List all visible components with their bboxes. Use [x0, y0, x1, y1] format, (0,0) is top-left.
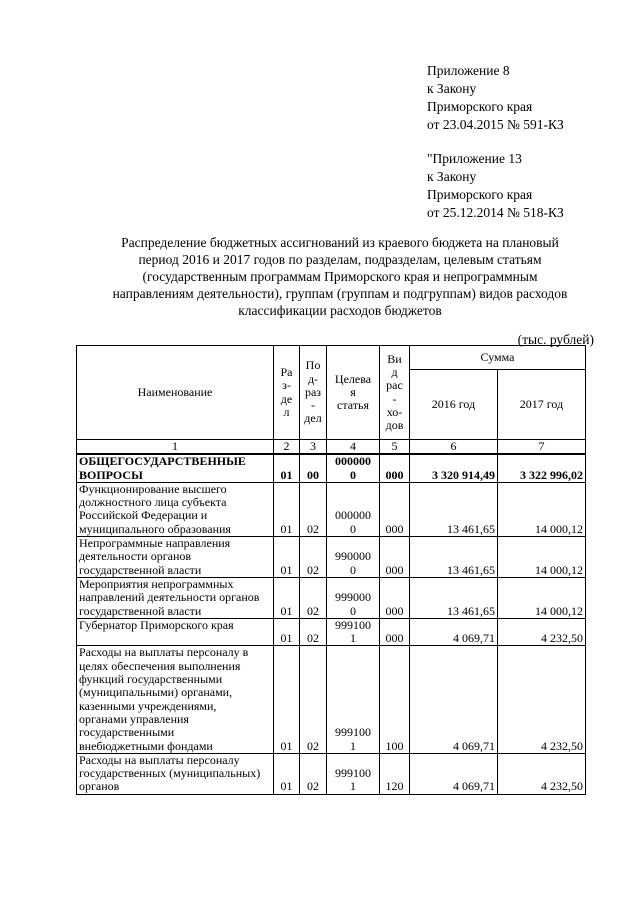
- row-section: 01: [274, 482, 300, 536]
- header-type: Ви д рас - хо- дов: [380, 346, 410, 440]
- row-subsection: 02: [300, 577, 327, 618]
- title-line: (государственным программам Приморского края и непрограммным: [142, 269, 538, 284]
- header-target: Целева я статья: [327, 346, 380, 440]
- row-name: Непрограммные направления деятельности органов государственной власти: [77, 537, 274, 578]
- row-2017: 4 232,50: [498, 618, 586, 646]
- row-section: 01: [274, 537, 300, 578]
- row-target: 000000 0: [327, 482, 380, 536]
- row-target: 999100 1: [327, 646, 380, 753]
- row-2016: 13 461,65: [410, 482, 498, 536]
- table-row: [77, 753, 586, 794]
- row-subsection: 02: [300, 753, 327, 794]
- header-2017: 2017 год: [498, 370, 586, 440]
- row-2017: 14 000,12: [498, 577, 586, 618]
- row-subsection: 02: [300, 618, 327, 646]
- row-section: 01: [274, 753, 300, 794]
- index-cell: 3: [300, 440, 327, 455]
- row-2016: 4 069,71: [410, 646, 498, 753]
- row-target: 999100 1: [327, 753, 380, 794]
- index-cell: 2: [274, 440, 300, 455]
- row-2016: 3 320 914,49: [410, 454, 498, 482]
- table-row: [77, 454, 586, 482]
- header-sum: Сумма: [410, 346, 586, 370]
- row-2016: 4 069,71: [410, 618, 498, 646]
- table-row: [77, 646, 586, 753]
- title-line: классификации расходов бюджетов: [238, 303, 442, 318]
- row-type: 000: [380, 537, 410, 578]
- row-subsection: 00: [300, 454, 327, 482]
- index-cell: 4: [327, 440, 380, 455]
- row-2016: 4 069,71: [410, 753, 498, 794]
- row-name: ОБЩЕГОСУДАРСТВЕННЫЕ ВОПРОСЫ: [77, 454, 274, 482]
- title-line: Распределение бюджетных ассигнований из краевого бюджета на плановый: [121, 235, 559, 250]
- row-subsection: 02: [300, 482, 327, 536]
- appendix-ref-line: "Приложение 13: [427, 151, 522, 166]
- row-target: 999000 0: [327, 577, 380, 618]
- appendix-line: к Закону: [427, 81, 477, 96]
- table-row: [77, 482, 586, 536]
- row-type: 000: [380, 482, 410, 536]
- index-cell: 5: [380, 440, 410, 455]
- budget-table: [76, 345, 586, 795]
- row-name: Мероприятия непрограммных направлений деятельности органов государственной власти: [77, 577, 274, 618]
- row-type: 000: [380, 454, 410, 482]
- table-row: [77, 577, 586, 618]
- header-2016: 2016 год: [410, 370, 498, 440]
- row-2017: 14 000,12: [498, 537, 586, 578]
- row-2016: 13 461,65: [410, 537, 498, 578]
- row-type: 000: [380, 618, 410, 646]
- appendix-line: Приморского края: [427, 99, 533, 114]
- table-row: [77, 537, 586, 578]
- title-line: направлениям деятельности), группам (группам и подгруппам) видов расходов: [112, 286, 568, 301]
- row-target: 000000 0: [327, 454, 380, 482]
- title-line: период 2016 и 2017 годов по разделам, подразделам, целевым статьям: [138, 252, 542, 267]
- row-name: Расходы на выплаты персоналу государственных (муниципальных) органов: [77, 753, 274, 794]
- row-2017: 4 232,50: [498, 753, 586, 794]
- row-name: Расходы на выплаты персоналу в целях обеспечения выполнения функций государственными (муниципальными) органами, казенными учреждениями, органами управления государственными внебюджетными фондами: [77, 646, 274, 753]
- row-subsection: 02: [300, 537, 327, 578]
- appendix-line: от 23.04.2015 № 591-КЗ: [427, 117, 564, 132]
- row-name: Губернатор Приморского края: [77, 618, 274, 646]
- index-cell: 7: [498, 440, 586, 455]
- row-section: 01: [274, 577, 300, 618]
- row-target: 999100 1: [327, 618, 380, 646]
- header-name: Наименование: [77, 346, 274, 440]
- header-section: Ра з- де л: [274, 346, 300, 440]
- row-2017: 4 232,50: [498, 646, 586, 753]
- index-row: [77, 440, 586, 455]
- row-type: 120: [380, 753, 410, 794]
- appendix-line: Приложение 8: [427, 63, 510, 78]
- appendix-ref-line: к Закону: [427, 169, 477, 184]
- row-section: 01: [274, 646, 300, 753]
- appendix-ref-block: [427, 150, 564, 222]
- row-2017: 3 322 996,02: [498, 454, 586, 482]
- row-section: 01: [274, 618, 300, 646]
- index-cell: 6: [410, 440, 498, 455]
- header-subsection: По д- раз - дел: [300, 346, 327, 440]
- index-cell: 1: [77, 440, 274, 455]
- row-type: 100: [380, 646, 410, 753]
- document-title: [70, 234, 610, 319]
- row-2016: 13 461,65: [410, 577, 498, 618]
- row-subsection: 02: [300, 646, 327, 753]
- row-type: 000: [380, 577, 410, 618]
- table-row: [77, 618, 586, 646]
- row-target: 990000 0: [327, 537, 380, 578]
- row-section: 01: [274, 454, 300, 482]
- appendix-ref-line: от 25.12.2014 № 518-КЗ: [427, 205, 564, 220]
- row-name: Функционирование высшего должностного лица субъекта Российской Федерации и муниципального образования: [77, 482, 274, 536]
- appendix-block: [427, 62, 564, 134]
- row-2017: 14 000,12: [498, 482, 586, 536]
- units-label: (тыс. рублей): [517, 332, 594, 347]
- appendix-ref-line: Приморского края: [427, 187, 533, 202]
